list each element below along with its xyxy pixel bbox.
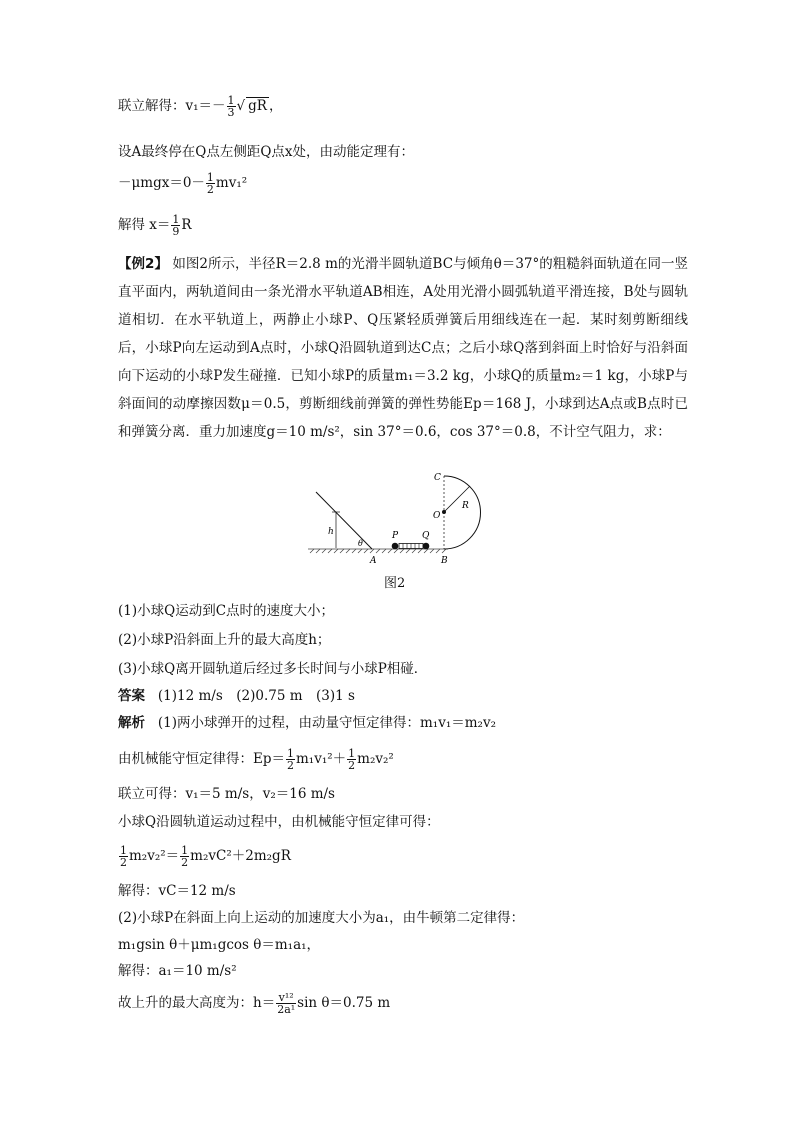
example-paragraph xyxy=(118,250,688,446)
figure-caption: 图2 xyxy=(384,576,406,591)
ground-hatch xyxy=(308,549,448,553)
fraction: $\frac{1}{2}$ xyxy=(120,844,127,869)
answer-label: 答案 xyxy=(118,688,145,704)
analysis-line-9: 解得：a₁＝10 m/s² xyxy=(118,963,237,979)
text-run: ， xyxy=(268,98,283,114)
text-line: 设A最终停在Q点左侧距Q点x处，由动能定理有： xyxy=(118,144,414,160)
label-theta: θ xyxy=(358,539,363,548)
incline-line xyxy=(316,492,372,549)
analysis-line-10: 故上升的最大高度为：h＝ $\frac{\text{v¹²}}{\text{2a¹}}$ sin θ＝0.75 m xyxy=(118,991,391,1016)
math-run: R xyxy=(181,217,192,233)
sqrt-content: gR xyxy=(248,98,267,114)
analysis-text: (1)两小球弹开的过程，由动量守恒定律得：m₁v₁＝m₂v₂ xyxy=(157,715,497,731)
text-run: 联立解得： xyxy=(118,98,186,114)
semicircle-track xyxy=(444,476,481,549)
label-O: O xyxy=(433,511,441,521)
math-run: mv₁² xyxy=(215,175,248,191)
question-3: (3)小球Q离开圆轨道后经过多长时间与小球P相碰． xyxy=(118,661,428,677)
answer-line xyxy=(118,687,355,705)
fraction: $\frac{1}{2}$ xyxy=(348,747,356,772)
analysis-line-3: 联立可得：v₁＝5 m/s，v₂＝16 m/s xyxy=(118,786,335,802)
label-h: h xyxy=(328,527,334,537)
text-run: 解得 x＝ xyxy=(118,217,171,233)
answer-text: (1)12 m/s (2)0.75 m (3)1 s xyxy=(157,688,355,704)
fraction: $\frac{\text{v¹²}}{\text{2a¹}}$ xyxy=(277,991,296,1016)
label-P: P xyxy=(392,531,399,541)
ball-P xyxy=(392,543,399,550)
analysis-line-8: m₁gsin θ＋μm₁gcos θ＝m₁a₁， xyxy=(118,937,321,953)
example-text: 如图2所示，半径R＝2.8 m的光滑半圆轨道BC与倾角θ＝37°的粗糙斜面轨道在同一竖直平面内，两轨道间由一条光滑水平轨道AB相连，A处用光滑小圆弧轨道平滑连接，B处与圆轨道相切．在水平轨道上，两静止小球P、Q压紧轻质弹簧后用细线连在一起．某时刻剪断细线后，小球P向左运动到A点时，小球Q沿圆轨道到达C点；之后小球Q落到斜面上时恰好与沿斜面向下运动的小球P发生碰撞．已知小球P的质量m₁＝3.2 kg，小球Q的质量m₂＝1 kg，小球P与斜面间的动摩擦因数μ＝0.5，剪断细线前弹簧的弹性势能Ep＝168 J，小球到达A点或B点时已和弹簧分离．重力加速度g＝10 m/s²，sin 37°＝0.6，cos 37°＝0.8，不计空气阻力，求： xyxy=(118,256,688,440)
example-tag: 【例2】 xyxy=(118,256,168,272)
eq-line-energy xyxy=(118,172,247,195)
analysis-line-6: 解得：vC＝12 m/s xyxy=(118,883,236,899)
analysis-line-1 xyxy=(118,714,496,732)
fraction: $\frac{1}{3}$ xyxy=(227,94,235,119)
analysis-line-4: 小球Q沿圆轨道运动过程中，由机械能守恒定律可得： xyxy=(118,814,440,830)
figure-2-diagram xyxy=(308,470,500,568)
label-Q: Q xyxy=(422,531,430,541)
fraction: $\frac{1}{2}$ xyxy=(181,844,189,869)
question-2: (2)小球P沿斜面上升的最大高度h； xyxy=(118,632,331,648)
math-run: －μmgx＝0－ xyxy=(118,175,205,191)
label-A: A xyxy=(370,556,377,566)
analysis-line-7: (2)小球P在斜面上向上运动的加速度大小为a₁，由牛顿第二定律得： xyxy=(118,910,525,926)
analysis-label: 解析 xyxy=(118,715,145,731)
math-run: v₁＝－ xyxy=(185,98,226,114)
fraction: $\frac{1}{2}$ xyxy=(287,747,294,772)
analysis-line-5: $\frac{1}{2}$ m₂v₂²＝ $\frac{1}{2}$ m₂vC²＋2m₂gR xyxy=(120,844,291,869)
analysis-line-2: 由机械能守恒定律得：Ep＝ $\frac{1}{2}$ m₁v₁²＋ $\frac{1}{2}$ m₂v₂² xyxy=(118,747,394,772)
label-B: B xyxy=(441,556,448,566)
label-C: C xyxy=(434,473,441,483)
fraction: $\frac{1}{9}$ xyxy=(172,213,180,238)
question-1: (1)小球Q运动到C点时的速度大小； xyxy=(118,603,335,619)
ball-Q xyxy=(423,543,430,550)
eq-line-x xyxy=(118,214,192,237)
label-R: R xyxy=(462,501,469,511)
fraction: $\frac{1}{2}$ xyxy=(206,171,214,196)
eq-line-v1: 联立解得：v₁＝－ $\frac{1}{3}$ √ gR ， xyxy=(118,94,283,119)
